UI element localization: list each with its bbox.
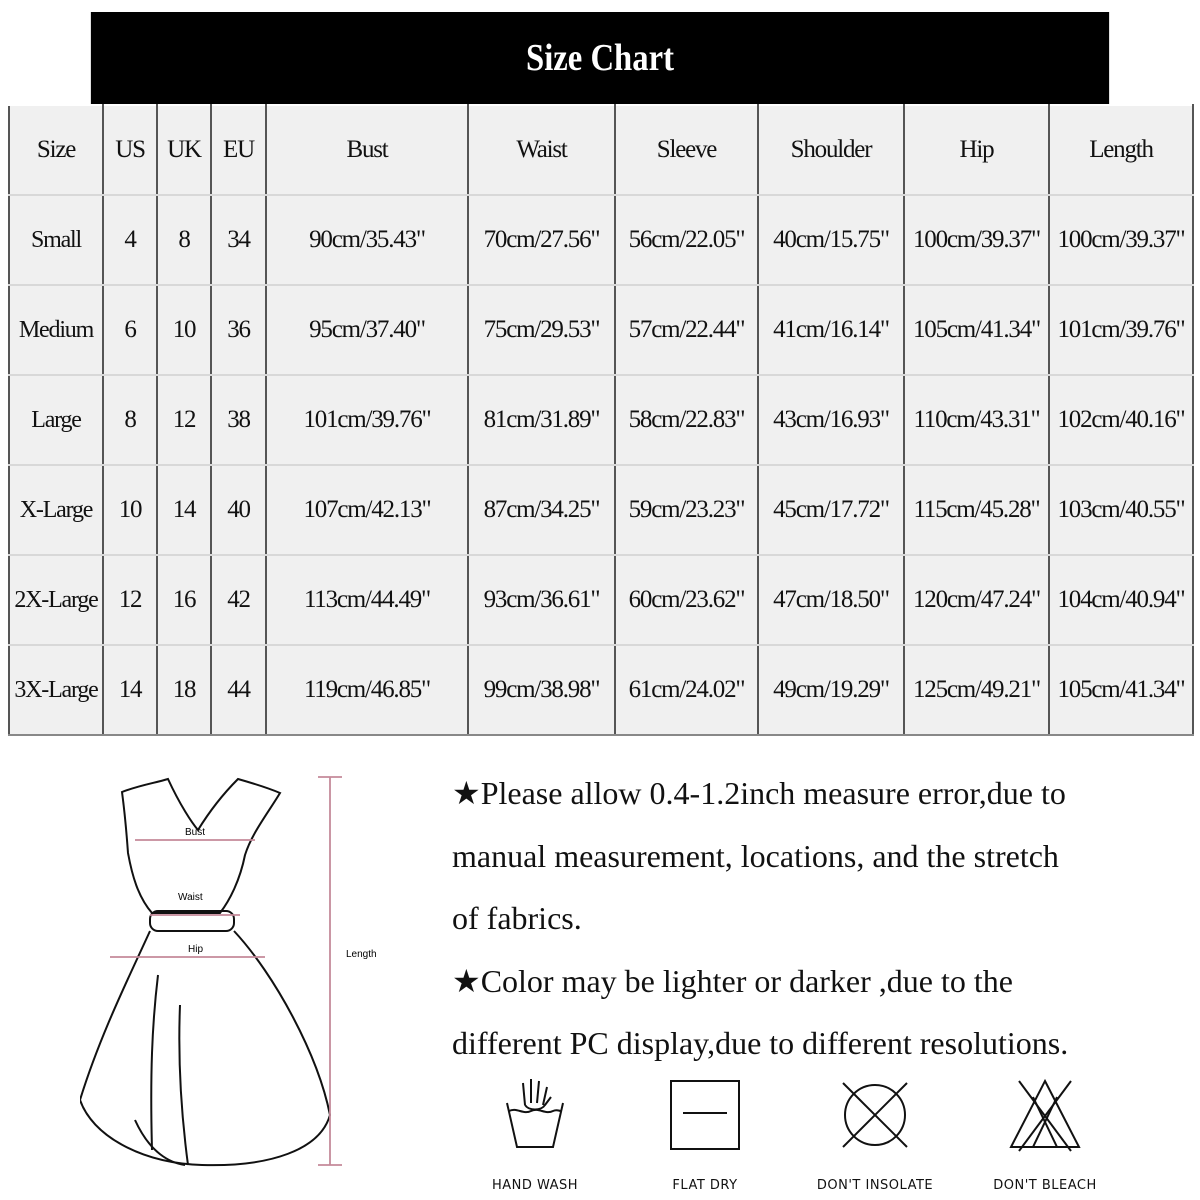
table-cell: 60cm/23.62" [615, 555, 758, 645]
table-cell: 105cm/41.34" [904, 285, 1049, 375]
note-line-4: ★Color may be lighter or darker ,due to the [452, 962, 1013, 999]
dress-measurement-diagram [80, 765, 420, 1185]
table-row [9, 465, 1193, 555]
table-cell: 102cm/40.16" [1049, 375, 1193, 465]
table-cell: 45cm/17.72" [758, 465, 904, 555]
table-cell: 41cm/16.14" [758, 285, 904, 375]
table-cell: 120cm/47.24" [904, 555, 1049, 645]
note-line-5: different PC display,due to different resolutions. [452, 1025, 1069, 1061]
note-line-3: of fabrics. [452, 900, 582, 936]
table-cell: 42 [211, 555, 266, 645]
table-cell: 18 [157, 645, 211, 735]
table-cell: 34 [211, 195, 266, 285]
hip-label: Hip [188, 944, 204, 955]
table-header-cell: Bust [266, 105, 468, 195]
table-cell: 38 [211, 375, 266, 465]
table-header-cell: Waist [468, 105, 615, 195]
table-cell: 8 [103, 375, 157, 465]
table-cell: 12 [157, 375, 211, 465]
table-cell: 36 [211, 285, 266, 375]
dont-insolate-label: DON'T INSOLATE [816, 1178, 934, 1193]
table-header-cell: UK [157, 105, 211, 195]
size-name-cell: Medium [9, 285, 103, 375]
table-cell: 100cm/39.37" [1049, 195, 1193, 285]
table-cell: 12 [103, 555, 157, 645]
waist-label: Waist [178, 892, 203, 903]
care-dont-bleach [985, 1075, 1105, 1195]
length-label: Length [346, 949, 377, 960]
care-hand-wash [475, 1075, 595, 1195]
table-cell: 40cm/15.75" [758, 195, 904, 285]
table-cell: 125cm/49.21" [904, 645, 1049, 735]
table-header-cell: Size [9, 105, 103, 195]
table-cell: 90cm/35.43" [266, 195, 468, 285]
care-dont-insolate [815, 1075, 935, 1195]
table-cell: 49cm/19.29" [758, 645, 904, 735]
table-header-cell: Sleeve [615, 105, 758, 195]
hand-wash-icon [495, 1075, 575, 1155]
table-cell: 81cm/31.89" [468, 375, 615, 465]
table-cell: 57cm/22.44" [615, 285, 758, 375]
bust-label: Bust [185, 827, 206, 838]
table-cell: 58cm/22.83" [615, 375, 758, 465]
table-row [9, 195, 1193, 285]
table-row [9, 555, 1193, 645]
table-cell: 113cm/44.49" [266, 555, 468, 645]
table-header-row [9, 105, 1193, 195]
size-table-body [9, 105, 1193, 735]
table-cell: 40 [211, 465, 266, 555]
measure-lines [110, 777, 342, 1165]
table-header-cell: Length [1049, 105, 1193, 195]
size-name-cell: 3X-Large [9, 645, 103, 735]
table-cell: 95cm/37.40" [266, 285, 468, 375]
table-header-cell: Shoulder [758, 105, 904, 195]
table-cell: 104cm/40.94" [1049, 555, 1193, 645]
size-table [8, 104, 1194, 736]
table-cell: 100cm/39.37" [904, 195, 1049, 285]
note-line-1: ★Please allow 0.4-1.2inch measure error,due to [452, 775, 1066, 811]
table-cell: 101cm/39.76" [266, 375, 468, 465]
table-cell: 107cm/42.13" [266, 465, 468, 555]
table-cell: 16 [157, 555, 211, 645]
size-name-cell: Small [9, 195, 103, 285]
table-cell: 99cm/38.98" [468, 645, 615, 735]
table-cell: 87cm/34.25" [468, 465, 615, 555]
size-name-cell: X-Large [9, 465, 103, 555]
flat-dry-icon [665, 1075, 745, 1155]
table-cell: 14 [103, 645, 157, 735]
table-cell: 70cm/27.56" [468, 195, 615, 285]
table-cell: 10 [103, 465, 157, 555]
table-cell: 56cm/22.05" [615, 195, 758, 285]
table-cell: 47cm/18.50" [758, 555, 904, 645]
table-cell: 59cm/23.23" [615, 465, 758, 555]
table-cell: 110cm/43.31" [904, 375, 1049, 465]
size-name-cell: 2X-Large [9, 555, 103, 645]
table-header-cell: Hip [904, 105, 1049, 195]
table-cell: 105cm/41.34" [1049, 645, 1193, 735]
table-header-cell: US [103, 105, 157, 195]
table-cell: 10 [157, 285, 211, 375]
dont-insolate-icon [835, 1075, 915, 1155]
hand-wash-label: HAND WASH [491, 1178, 579, 1193]
table-cell: 44 [211, 645, 266, 735]
note-line-2: manual measurement, locations, and the stretch [452, 837, 1059, 874]
table-row [9, 285, 1193, 375]
table-cell: 43cm/16.93" [758, 375, 904, 465]
table-cell: 103cm/40.55" [1049, 465, 1193, 555]
size-chart-title-bar [91, 12, 1109, 104]
table-cell: 93cm/36.61" [468, 555, 615, 645]
dont-bleach-label: DON'T BLEACH [993, 1178, 1097, 1193]
table-header-cell: EU [211, 105, 266, 195]
size-name-cell: Large [9, 375, 103, 465]
table-row [9, 375, 1193, 465]
table-cell: 14 [157, 465, 211, 555]
table-cell: 61cm/24.02" [615, 645, 758, 735]
table-cell: 6 [103, 285, 157, 375]
flat-dry-label: FLAT DRY [672, 1178, 738, 1193]
table-row [9, 645, 1193, 735]
table-cell: 119cm/46.85" [266, 645, 468, 735]
size-chart-title: Size Chart [526, 37, 674, 79]
table-cell: 75cm/29.53" [468, 285, 615, 375]
table-cell: 115cm/45.28" [904, 465, 1049, 555]
table-cell: 101cm/39.76" [1049, 285, 1193, 375]
measurement-notes [452, 762, 1192, 1075]
dont-bleach-icon [1005, 1075, 1085, 1155]
care-flat-dry [645, 1075, 765, 1195]
table-cell: 8 [157, 195, 211, 285]
table-cell: 4 [103, 195, 157, 285]
